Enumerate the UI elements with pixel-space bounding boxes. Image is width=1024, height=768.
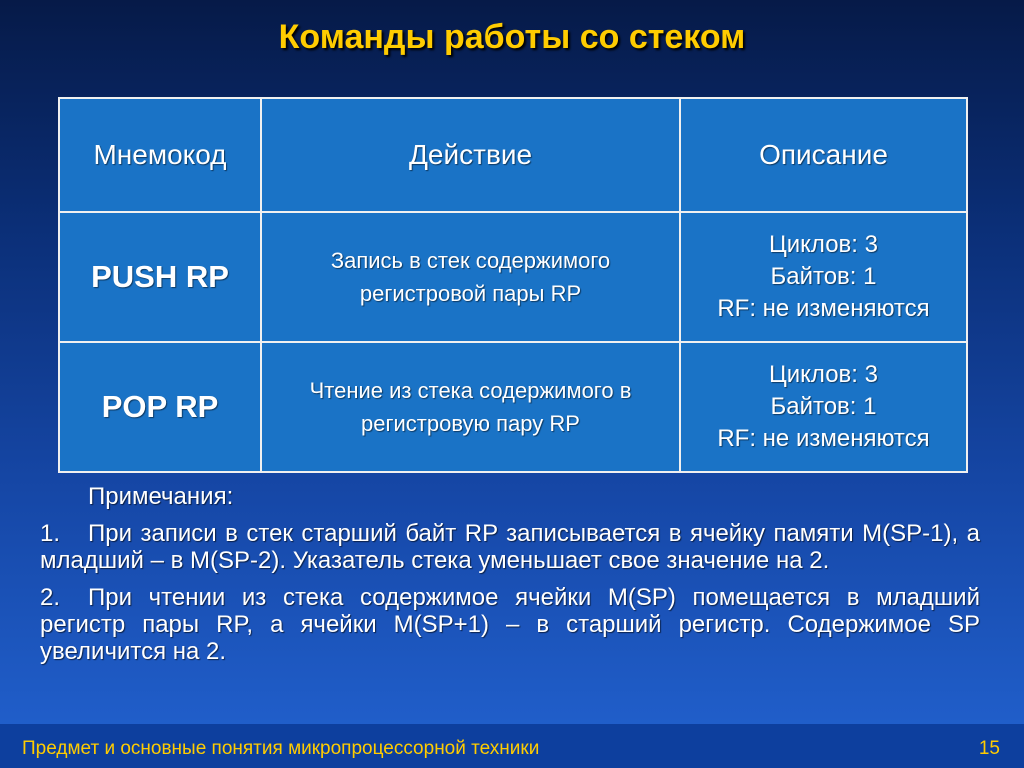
footer-bar [0, 724, 1024, 768]
action-cell: Запись в стек содержимого регистровой пары RP [261, 212, 680, 342]
notes-block [40, 483, 980, 675]
header-description: Описание [680, 98, 967, 212]
header-action: Действие [261, 98, 680, 212]
header-mnemonic: Мнемокод [59, 98, 261, 212]
note-number: 1. [40, 520, 61, 547]
description-bytes: Байтов: 1 [770, 263, 877, 290]
mnemonic-cell: POP RP [59, 342, 261, 472]
table-row [59, 342, 967, 472]
description-cell [680, 212, 967, 342]
description-cell [680, 342, 967, 472]
note-item [40, 584, 980, 665]
mnemonic-cell: PUSH RP [59, 212, 261, 342]
description-cycles: Циклов: 3 [769, 361, 878, 388]
description-bytes: Байтов: 1 [770, 393, 877, 420]
description-cycles: Циклов: 3 [769, 231, 878, 258]
note-item [40, 520, 980, 574]
commands-table [58, 97, 968, 473]
description-flags: RF: не изменяются [717, 425, 930, 452]
footer-title: Предмет и основные понятия микропроцессорной техники [22, 738, 540, 759]
table-row [59, 212, 967, 342]
note-text: При записи в стек старший байт RP записывается в ячейку памяти M(SP-1), а младший – в M(SP-2). Указатель стека уменьшает свое значение на 2. [40, 520, 980, 574]
table-header-row [59, 98, 967, 212]
page-number: 15 [978, 738, 1000, 759]
notes-heading: Примечания: [88, 483, 234, 510]
action-cell: Чтение из стека содержимого в регистровую пару RP [261, 342, 680, 472]
description-flags: RF: не изменяются [717, 295, 930, 322]
note-text: При чтении из стека содержимое ячейки M(SP) помещается в младший регистр пары RP, а ячейки M(SP+1) – в старший регистр. Содержимое SP увеличится на 2. [40, 584, 980, 665]
slide-title: Команды работы со стеком [278, 18, 746, 56]
note-number: 2. [40, 584, 61, 611]
